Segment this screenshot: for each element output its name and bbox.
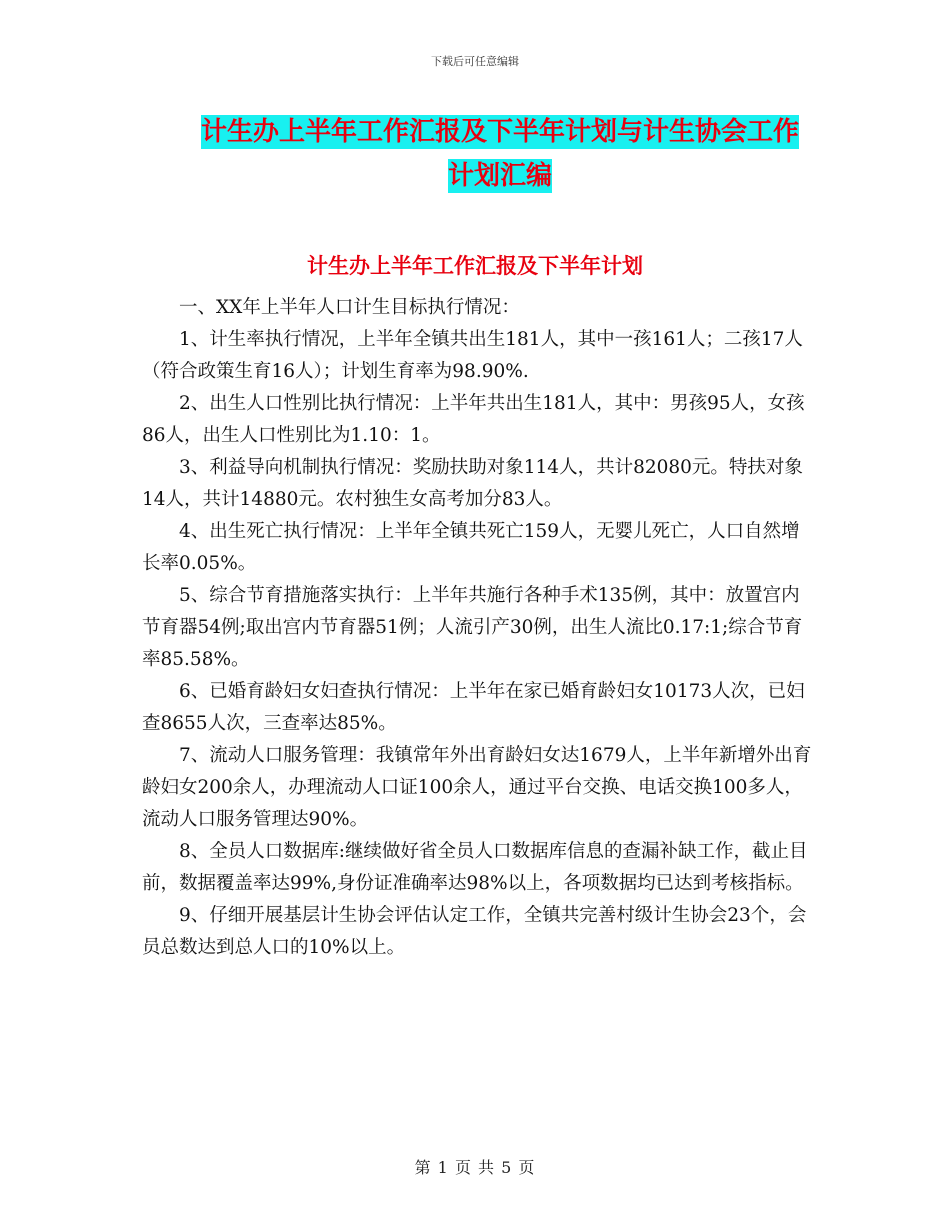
paragraph-4: 3、利益导向机制执行情况：奖励扶助对象114人，共计82080元。特扶对象14人，共计14880元。农村独生女高考加分83人。 [142,457,803,510]
paragraph-8: 7、流动人口服务管理：我镇常年外出育龄妇女达1679人，上半年新增外出育龄妇女200余人，办理流动人口证100余人，通过平台交换、电话交换100多人，流动人口服务管理达90%。 [142,745,812,830]
paragraph-6: 5、综合节育措施落实执行：上半年共施行各种手术135例，其中：放置宫内节育器54例;取出宫内节育器51例；人流引产30例，出生人流比0.17:1;综合节育率85.58%。 [142,585,803,670]
document-body [142,292,814,964]
document-title-line1: 计生办上半年工作汇报及下半年计划与计生协会工作 [200,117,799,147]
page-footer: 第 1 页 共 5 页 [414,1158,536,1177]
paragraph-5: 4、出生死亡执行情况：上半年全镇共死亡159人，无婴儿死亡，人口自然增长率0.05%。 [142,521,800,574]
document-title-line2: 计划汇编 [447,161,552,191]
document-title [140,110,860,198]
paragraph-1: 一、XX年上半年人口计生目标执行情况： [179,297,520,318]
paragraph-2: 1、计生率执行情况，上半年全镇共出生181人，其中一孩161人；二孩17人（符合政策生育16人）；计划生育率为98.90%. [142,329,803,382]
paragraph-3: 2、出生人口性别比执行情况：上半年共出生181人，其中：男孩95人，女孩86人，出生人口性别比为1.10：1。 [142,393,805,446]
paragraph-7: 6、已婚育龄妇女妇查执行情况：上半年在家已婚育龄妇女10173人次，已妇查8655人次，三查率达85%。 [142,681,805,734]
paragraph-10: 9、仔细开展基层计生协会评估认定工作，全镇共完善村级计生协会23个，会员总数达到总人口的10%以上。 [142,905,807,958]
section-title: 计生办上半年工作汇报及下半年计划 [307,254,643,278]
header-note: 下载后可任意编辑 [431,55,519,68]
paragraph-9: 8、全员人口数据库:继续做好省全员人口数据库信息的查漏补缺工作，截止目前，数据覆盖率达99%,身份证准确率达98%以上，各项数据均已达到考核指标。 [142,841,808,894]
